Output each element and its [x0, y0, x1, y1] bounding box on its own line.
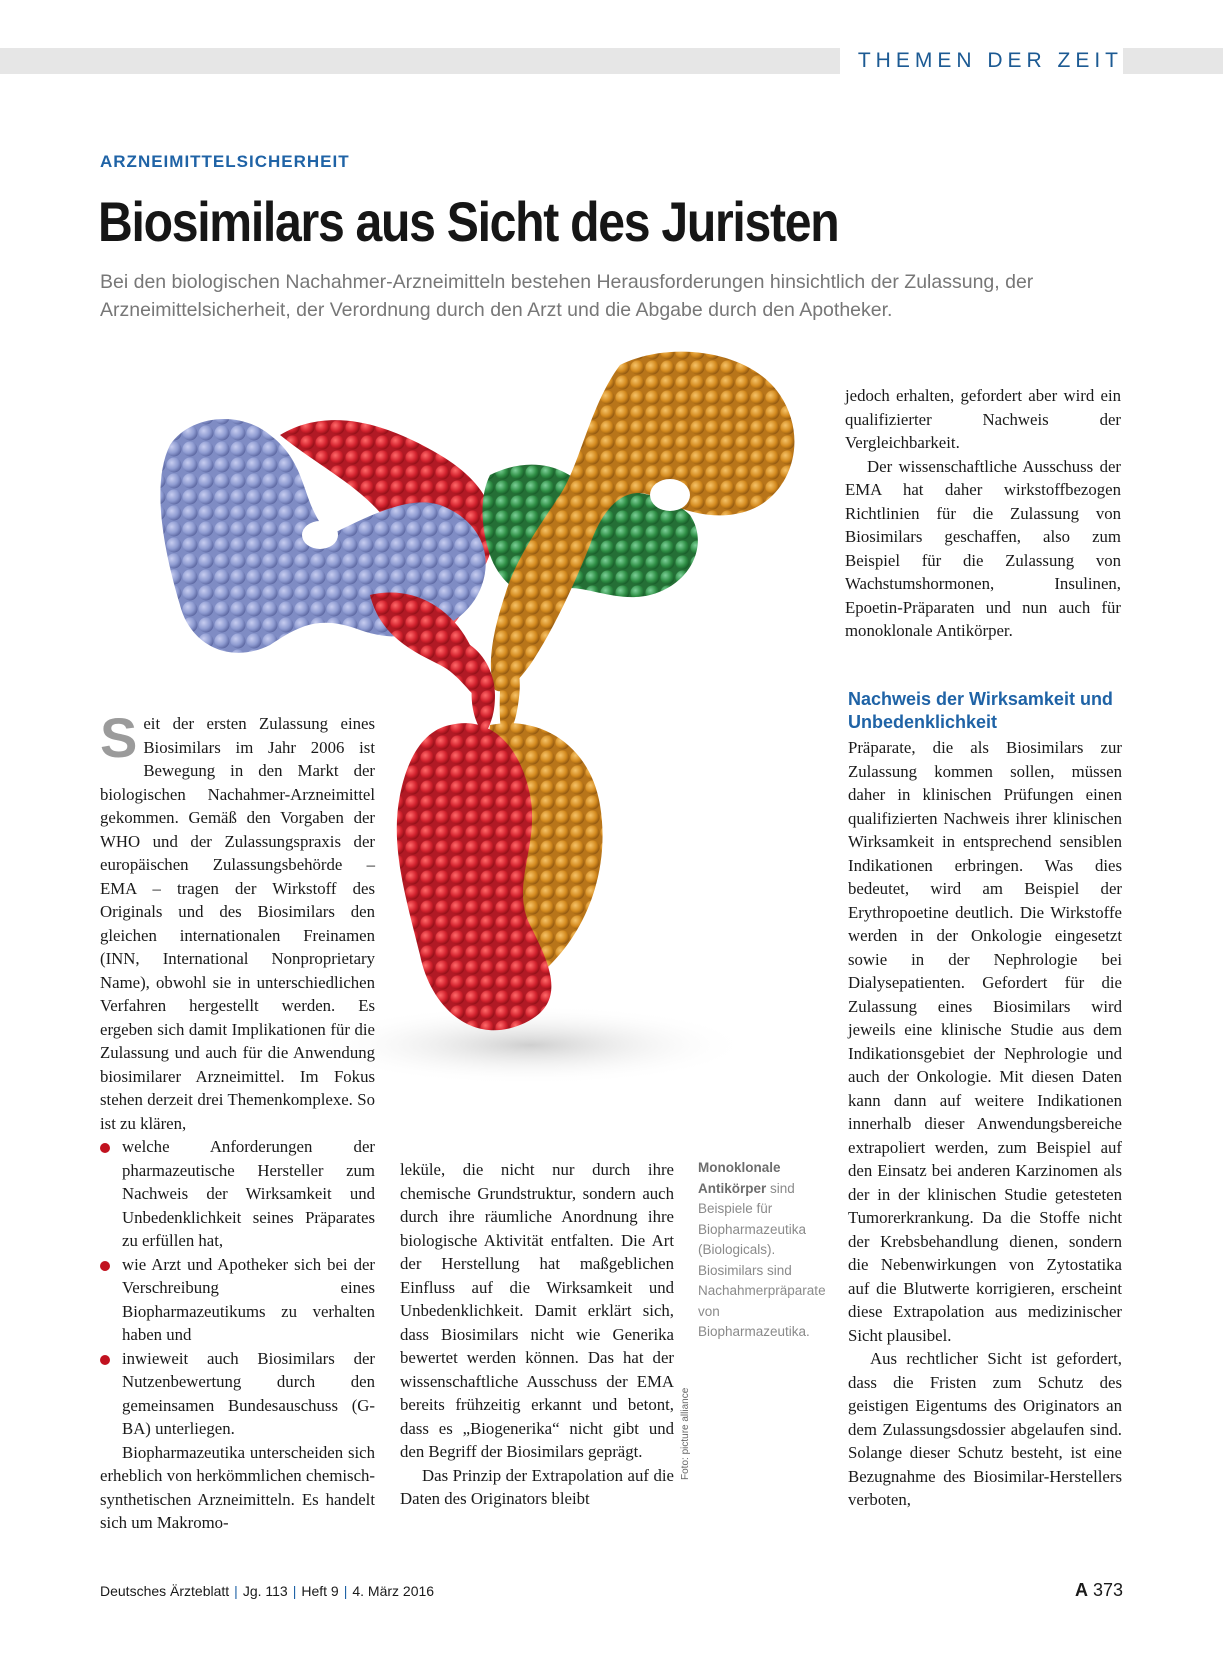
list-item [100, 1253, 375, 1347]
photo-credit: Foto: picture alliance [680, 1387, 691, 1480]
section-subheading: Nachweis der Wirksamkeit und Unbedenklichkeit [848, 689, 1113, 732]
bullet-list [100, 1135, 375, 1441]
list-item [100, 1347, 375, 1441]
paragraph: Der wissenschaftliche Ausschuss der EMA hat daher wirkstoffbezogen Richtlinien für die Zulassung von Biosimilars geschaffen, also zum Beispiel für die Zulassung von Wachstumshormonen, Insulinen, Epoetin-Präparaten und nun auch für monoklonale Antikörper. [845, 456, 1121, 640]
figure-caption [698, 1158, 826, 1343]
paragraph: jedoch erhalten, gefordert aber wird ein qualifizierter Nachweis der Vergleichbarkeit. [845, 386, 1121, 452]
paragraph: Das Prinzip der Extrapolation auf die Daten des Originators bleibt [400, 1465, 674, 1508]
page-prefix: A [1074, 1580, 1088, 1600]
caption-lead: Monoklonale Antikörper [698, 1160, 781, 1196]
article-kicker: ARZNEIMITTELSICHERHEIT [100, 152, 350, 171]
paragraph: Biopharmazeutika unterscheiden sich erheblich von herkömmlichen chemisch-synthetischen Arzneimitteln. Es handelt sich um Makromo- [100, 1442, 375, 1532]
list-item [100, 1135, 375, 1253]
column-4 [848, 736, 1122, 1512]
journal-name: Deutsches Ärzteblatt [100, 1583, 230, 1599]
paragraph-text: eit der ersten Zulassung eines Biosimilars im Jahr 2006 ist Bewegung in den Markt der biologischen Nachahmer-Arzneimittel gekommen. Gemäß den Vorgaben der WHO und der Zulassungspraxis der europäischen Zulassungsbehörde – EMA – tragen der Wirkstoff des Originals und des Biosimilars den gleichen internationalen Freinamen (INN, International Nonproprietary Name), obwohl sie in unterschiedlichen Verfahren hergestellt werden. Es ergeben sich damit Implikationen für die Zulassung und auch für die Anwendung biosimilarer Arzneimittel. Im Fokus stehen derzeit drei Themenkomplexe. So ist zu klären, [100, 714, 375, 1133]
list-item-text: inwieweit auch Biosimilars der Nutzenbewertung durch den gemeinsamen Bundesauschuss (G-BA) unterliegen. [122, 1348, 375, 1438]
page-number-value: 373 [1092, 1580, 1123, 1600]
footer-separator: | [343, 1583, 348, 1599]
footer-separator: | [292, 1583, 297, 1599]
page-footer [100, 1583, 434, 1599]
antibody-stem-red [468, 645, 495, 735]
paragraph: leküle, die nicht nur durch ihre chemische Grundstruktur, sondern auch durch ihre räumliche Anordnung ihre biologische Aktivität entfalten. Die Art der Herstellung hat maßgeblichen Einfluss auf die Wirksamkeit und Unbedenklichkeit. Damit erklärt sich, dass Biosimilars nicht wie Generika bewertet werden können. Das hat der wissenschaftliche Ausschuss der EMA bereits frühzeitig erkannt und betont, dass es „Biogenerika“ nicht gibt und den Begriff der Biosimilars geprägt. [400, 1160, 674, 1461]
footer-separator: | [234, 1583, 238, 1599]
paragraph [100, 706, 375, 1135]
bullet-icon [100, 1261, 110, 1271]
list-item-text: wie Arzt und Apotheker sich bei der Verschreibung eines Biopharmazeutikums zu verhalten haben und [122, 1254, 375, 1344]
column-2 [400, 1158, 674, 1511]
column-1 [100, 706, 375, 1535]
caption-text: sind Beispiele für Biopharmazeutika (Biologicals). Biosimilars sind Nachahmerpräparate von Biopharmazeutika. [698, 1180, 826, 1339]
antibody-right-hole [650, 479, 690, 511]
article-intro: Bei den biologischen Nachahmer-Arzneimitteln bestehen Herausforderungen hinsichtlich der Zulassung, der Arzneimittelsicherheit, der Verordnung durch den Arzt und die Abgabe durch den Apotheker. [100, 271, 1034, 321]
paragraph: Aus rechtlicher Sicht ist gefordert, dass die Fristen zum Schutz des geistigen Eigentums des Originators an dem Zulassungsdossier abgelaufen sind. Solange dieser Schutz besteht, ist eine Bezugnahme des Biosimilar-Herstellers verboten, [848, 1349, 1122, 1509]
page-number [1075, 1580, 1123, 1601]
bullet-icon [100, 1143, 110, 1153]
list-item-text: welche Anforderungen der pharmazeutische Hersteller zum Nachweis der Wirksamkeit und Unbedenklichkeit seines Präparates zu erfüllen hat, [122, 1137, 375, 1250]
column-4-top [845, 384, 1121, 643]
journal-issue: Heft 9 [301, 1583, 339, 1599]
journal-volume: Jg. 113 [242, 1583, 288, 1599]
paragraph: Präparate, die als Biosimilars zur Zulassung kommen sollen, müssen daher in klinischen Prüfungen einen qualifizierten Nachweis ihrer klinischen Wirksamkeit in entsprechend sensiblen Indikationen erbringen. Was dies bedeutet, wird am Beispiel der Erythropoetine deutlich. Die Wirkstoffe werden in der Onkologie eingesetzt sowie in der Nephrologie bei Dialysepatienten. Gefordert für die Zulassung eines Biosimilars wird jeweils eine klinische Studie aus dem Indikationsgebiet der Nephrologie und auch der Onkologie. Mit diesen Daten kann dann auf weitere Indikationen innerhalb dieser Anwendungsbereiche extrapoliert werden, zum Beispiel auf den Einsatz bei anderen Karzinomen als der in der klinischen Studie getesteten Tumorerkrankung. Da die Stoffe nicht der Krebsbehandlung dienen, sondern die Nebenwirkungen von Zytostatika auf die Blutwerte korrigieren, erscheint diese Extrapolation aus medizinischer Sicht plausibel. [848, 738, 1122, 1345]
bullet-icon [100, 1355, 110, 1365]
drop-cap: S [100, 706, 138, 769]
article-headline: Biosimilars aus Sicht des Juristen [98, 190, 839, 253]
antibody-left-hole [302, 521, 338, 549]
section-label: THEMEN DER ZEIT [840, 48, 1123, 74]
publication-date: 4. März 2016 [352, 1583, 435, 1599]
